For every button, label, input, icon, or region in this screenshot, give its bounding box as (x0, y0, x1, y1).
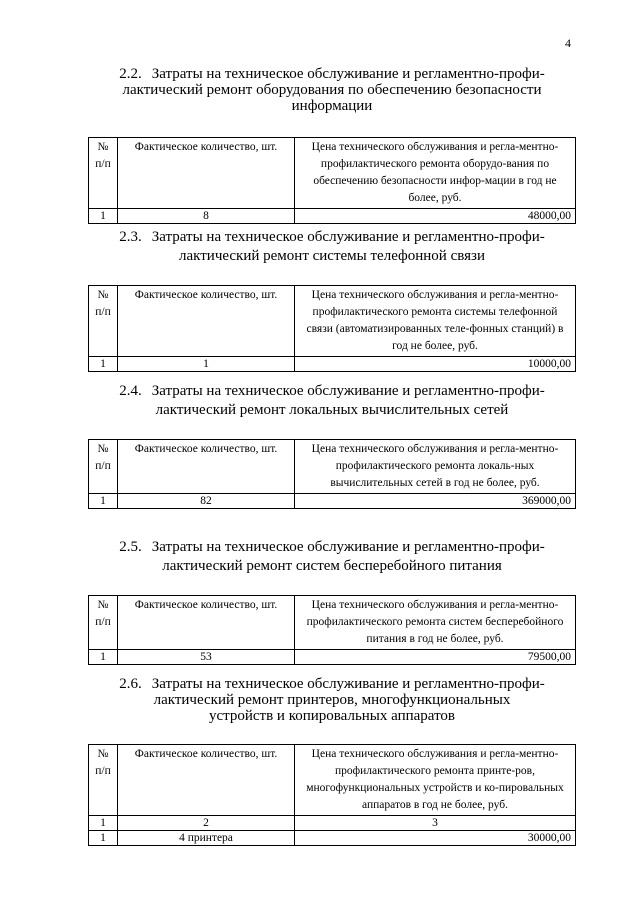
table-header-row (89, 596, 576, 650)
heading-line: информации (291, 98, 373, 114)
table-row (89, 650, 576, 665)
header-price: Цена технического обслуживания и регла-ментно-профилактического ремонта систем бесперебойного питания в год не более, руб. (295, 596, 576, 650)
header-number: № п/п (89, 440, 118, 494)
table-row (89, 494, 576, 509)
heading-line: устройств и копировальных аппаратов (208, 708, 456, 724)
section-number: 2.3. (119, 229, 142, 245)
header-number: № п/п (89, 745, 118, 816)
section-number: 2.4. (119, 383, 142, 399)
section-2-2 (88, 66, 576, 224)
heading-line: Затраты на техническое обслуживание и регламентно-профи- (151, 66, 545, 82)
column-index: 2 (118, 816, 295, 831)
section-heading (88, 676, 576, 724)
heading-line: лактический ремонт системы телефонной связи (179, 248, 485, 264)
cell-number: 1 (89, 209, 118, 224)
cell-number: 1 (89, 650, 118, 665)
header-number: № п/п (89, 286, 118, 357)
header-price: Цена технического обслуживания и регла-ментно-профилактического ремонта принте-ров, многофункциональных устройств и ко-пировальных аппаратов в год не более, руб. (295, 745, 576, 816)
table-header-row (89, 286, 576, 357)
heading-line: лактический ремонт принтеров, многофункциональных (153, 692, 511, 708)
header-quantity: Фактическое количество, шт. (118, 745, 295, 816)
cost-table (88, 595, 576, 665)
cell-quantity: 82 (118, 494, 295, 509)
section-2-3 (88, 228, 576, 372)
section-number: 2.6. (119, 676, 142, 692)
heading-line: лактический ремонт оборудования по обеспечению безопасности (122, 82, 542, 98)
cell-quantity: 1 (118, 357, 295, 372)
header-price: Цена технического обслуживания и регла-ментно-профилактического ремонта системы телефонной связи (автоматизированных теле-фонных станций) в год не более, руб. (295, 286, 576, 357)
cell-number: 1 (89, 494, 118, 509)
cost-table (88, 439, 576, 509)
heading-line: Затраты на техническое обслуживание и регламентно-профи- (151, 539, 545, 555)
section-number: 2.2. (119, 66, 142, 82)
header-quantity: Фактическое количество, шт. (118, 440, 295, 494)
cell-price: 30000,00 (295, 831, 576, 846)
section-heading (88, 538, 576, 576)
table-row (89, 209, 576, 224)
table-row (89, 357, 576, 372)
column-index: 1 (89, 816, 118, 831)
heading-line: Затраты на техническое обслуживание и регламентно-профи- (151, 229, 545, 245)
header-number: № п/п (89, 596, 118, 650)
cell-price: 10000,00 (295, 357, 576, 372)
cost-table (88, 744, 576, 846)
header-price: Цена технического обслуживания и регла-ментно-профилактического ремонта оборудо-вания по обеспечению безопасности инфор-мации в год не более, руб. (295, 138, 576, 209)
cell-quantity: 4 принтера (118, 831, 295, 846)
heading-line: лактический ремонт локальных вычислительных сетей (155, 402, 509, 418)
section-heading (88, 66, 576, 114)
header-quantity: Фактическое количество, шт. (118, 286, 295, 357)
cell-price: 48000,00 (295, 209, 576, 224)
section-number: 2.5. (119, 539, 142, 555)
section-heading (88, 228, 576, 266)
header-number: № п/п (89, 138, 118, 209)
header-quantity: Фактическое количество, шт. (118, 596, 295, 650)
heading-line: Затраты на техническое обслуживание и регламентно-профи- (151, 383, 545, 399)
table-row (89, 831, 576, 846)
column-index-row (89, 816, 576, 831)
table-header-row (89, 440, 576, 494)
cell-number: 1 (89, 357, 118, 372)
section-2-5 (88, 538, 576, 665)
page-number: 4 (565, 36, 571, 50)
cell-price: 369000,00 (295, 494, 576, 509)
cell-number: 1 (89, 831, 118, 846)
header-price: Цена технического обслуживания и регла-ментно-профилактического ремонта локаль-ных вычислительных сетей в год не более, руб. (295, 440, 576, 494)
section-2-6 (88, 676, 576, 846)
cost-table (88, 285, 576, 372)
cell-price: 79500,00 (295, 650, 576, 665)
header-quantity: Фактическое количество, шт. (118, 138, 295, 209)
section-2-4 (88, 382, 576, 509)
column-index: 3 (295, 816, 576, 831)
heading-line: Затраты на техническое обслуживание и регламентно-профи- (151, 676, 545, 692)
cell-quantity: 8 (118, 209, 295, 224)
table-header-row (89, 138, 576, 209)
heading-line: лактический ремонт систем бесперебойного питания (162, 558, 502, 574)
cell-quantity: 53 (118, 650, 295, 665)
cost-table (88, 137, 576, 224)
section-heading (88, 382, 576, 420)
table-header-row (89, 745, 576, 816)
